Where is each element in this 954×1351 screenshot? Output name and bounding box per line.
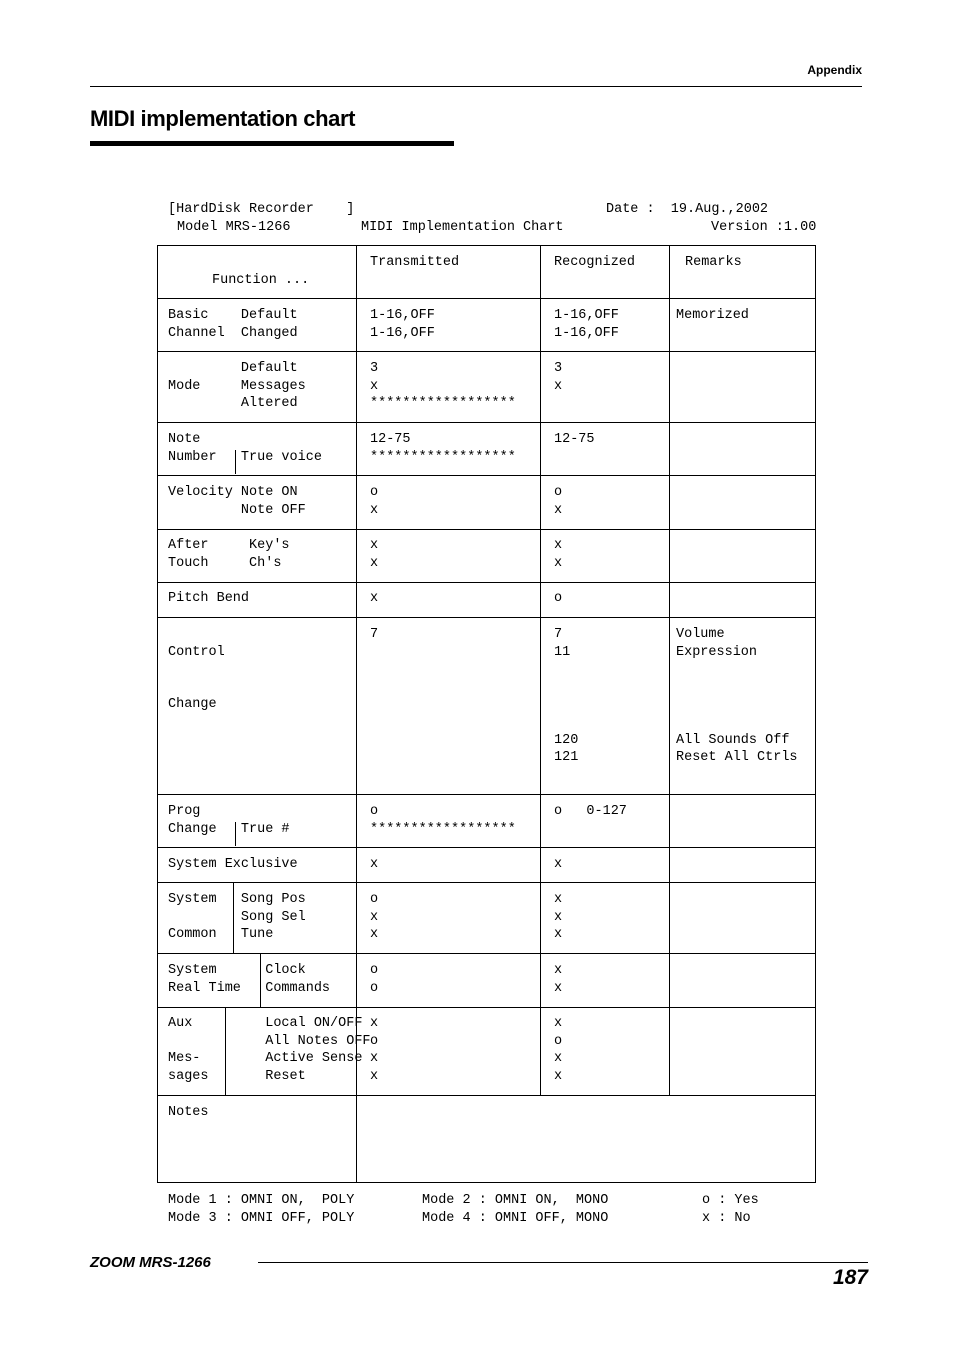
row-divider	[157, 794, 816, 795]
cell-transmitted: 12-75 ******************	[370, 432, 516, 465]
chart-date: Date : 19.Aug.,2002	[606, 202, 769, 217]
legend-mode3: Mode 3 : OMNI OFF, POLY	[168, 1211, 355, 1226]
footer-product: ZOOM MRS-1266	[90, 1254, 211, 1271]
header-transmitted: Transmitted	[370, 255, 460, 270]
row-divider	[157, 529, 816, 530]
cell-transmitted: o x	[370, 485, 379, 518]
cell-function: Basic Default Channel Changed	[168, 308, 298, 341]
cell-transmitted: x o x x	[370, 1016, 379, 1084]
legend-mode1: Mode 1 : OMNI ON, POLY	[168, 1193, 355, 1208]
device-label: [HardDisk Recorder ]	[168, 202, 355, 217]
chart-name: MIDI Implementation Chart	[361, 220, 564, 235]
cell-recognized: x x	[554, 963, 563, 996]
cell-function: Default Mode Messages Altered	[168, 361, 306, 412]
cell-transmitted: 3 x ******************	[370, 361, 516, 412]
cell-transmitted: o x x	[370, 892, 379, 943]
cell-recognized: x x x	[554, 892, 563, 943]
col-divider-transmitted	[540, 245, 541, 1095]
cell-function: System Clock Real Time Commands	[168, 963, 331, 996]
cell-function: Control Change	[168, 644, 225, 713]
row-divider	[157, 475, 816, 476]
cell-transmitted: 1-16,OFF 1-16,OFF	[370, 308, 435, 341]
cell-recognized: x x	[554, 538, 563, 571]
cell-function: Note Number True voice	[168, 432, 322, 465]
cell-remarks: Memorized	[676, 308, 749, 323]
cell-remarks: Volume Expression All Sounds Off Reset All Ctrls	[676, 627, 798, 766]
cell-recognized: 1-16,OFF 1-16,OFF	[554, 308, 619, 341]
page-title: MIDI implementation chart	[90, 106, 356, 131]
row-divider	[157, 1095, 816, 1096]
header-recognized: Recognized	[554, 255, 636, 270]
cell-function: Velocity Note ON Note OFF	[168, 485, 306, 518]
cell-transmitted: x	[370, 857, 379, 872]
section-label: Appendix	[807, 63, 862, 77]
cell-recognized: 7 11 120 121	[554, 627, 579, 766]
cell-transmitted: x x	[370, 538, 379, 571]
footer-rule	[258, 1262, 868, 1263]
cell-recognized: x	[554, 857, 563, 872]
row-divider	[157, 351, 816, 352]
cell-recognized: o x	[554, 485, 563, 518]
header-rule	[90, 86, 862, 87]
cell-function: Notes	[168, 1105, 209, 1120]
row-divider	[157, 847, 816, 848]
legend-mode4: Mode 4 : OMNI OFF, MONO	[422, 1211, 609, 1226]
cell-function: Aux Local ON/OFF All Notes OFF Mes- Active Sense sages Reset	[168, 1016, 371, 1084]
row-divider	[157, 298, 816, 299]
row-divider	[157, 422, 816, 423]
legend-yes: o : Yes	[702, 1193, 759, 1208]
page-number: 187	[832, 1266, 868, 1289]
row-divider	[157, 1007, 816, 1008]
cell-recognized: o	[554, 591, 563, 606]
chart-version: Version :1.00	[711, 220, 817, 235]
cell-recognized: 12-75	[554, 432, 595, 447]
cell-transmitted: x	[370, 591, 379, 606]
cell-function: Pitch Bend	[168, 591, 250, 606]
cell-function: System Song Pos Song Sel Common Tune	[168, 892, 306, 943]
cell-transmitted: 7	[370, 627, 379, 642]
row-divider	[157, 582, 816, 583]
row-divider	[157, 882, 816, 883]
legend-mode2: Mode 2 : OMNI ON, MONO	[422, 1193, 609, 1208]
cell-function: After Key's Touch Ch's	[168, 538, 290, 571]
header-function: Function ...	[212, 273, 310, 288]
header-remarks: Remarks	[685, 255, 742, 270]
cell-function: System Exclusive	[168, 857, 298, 872]
row-divider	[157, 953, 816, 954]
col-divider-recognized	[669, 245, 670, 1095]
cell-transmitted: o o	[370, 963, 379, 996]
legend-no: x : No	[702, 1211, 751, 1226]
cell-recognized: 3 x	[554, 361, 563, 394]
cell-function: Prog Change True #	[168, 804, 290, 837]
cell-transmitted: o ******************	[370, 804, 516, 837]
cell-recognized: x o x x	[554, 1016, 563, 1084]
model-label: Model MRS-1266	[177, 220, 291, 235]
cell-recognized: o 0-127	[554, 804, 627, 819]
row-divider	[157, 617, 816, 618]
title-underline	[90, 141, 454, 146]
